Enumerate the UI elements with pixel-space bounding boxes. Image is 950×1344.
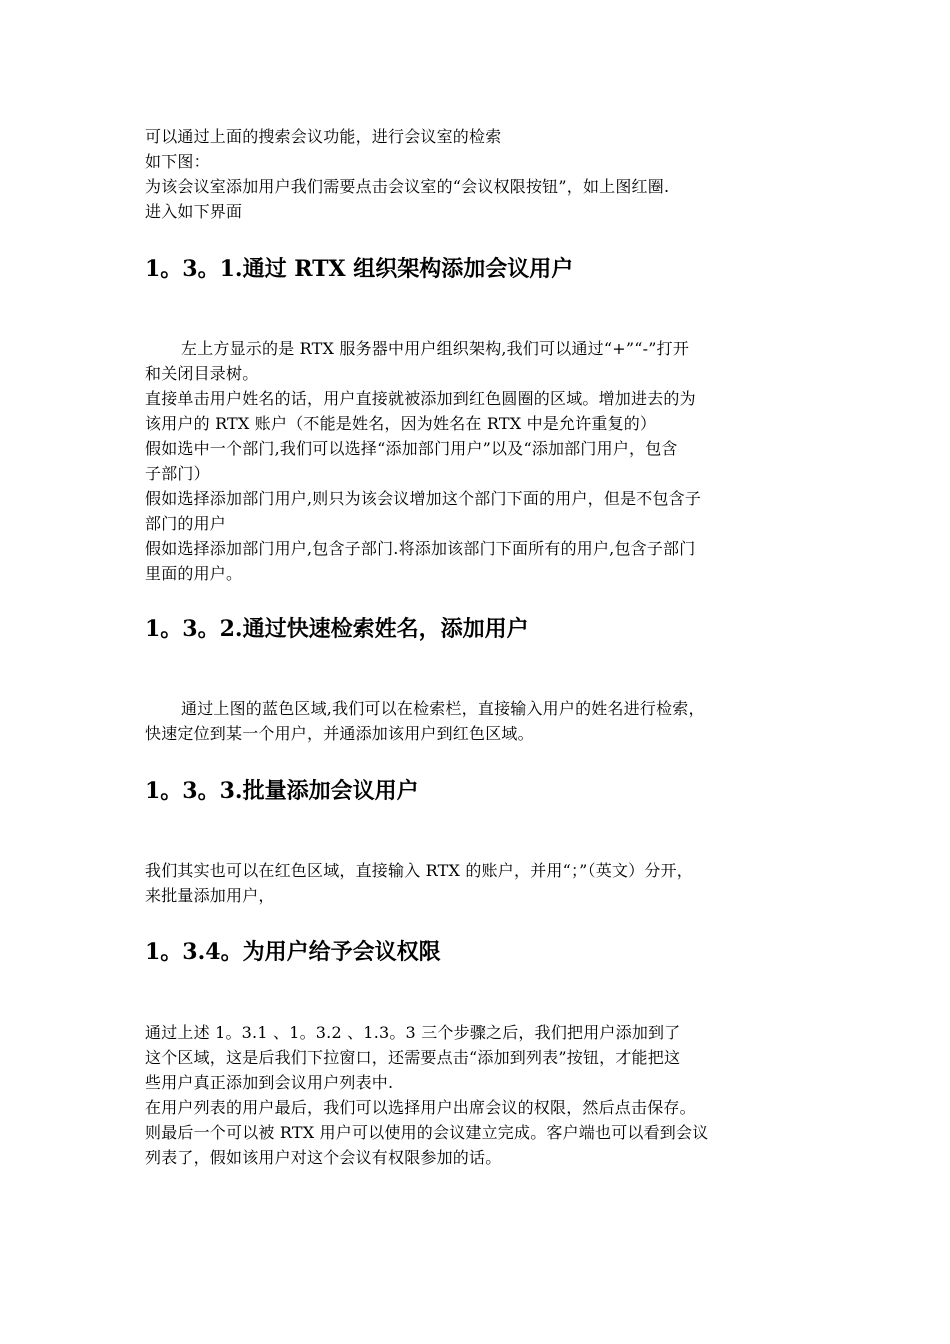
paragraph-line: 列表了，假如该用户对这个会议有权限参加的话。 xyxy=(145,1148,502,1167)
paragraph-line: 里面的用户。 xyxy=(145,564,243,583)
section-heading: 1。3。2.通过快速检索姓名，添加用户 xyxy=(145,616,529,642)
intro-line: 进入如下界面 xyxy=(145,202,243,221)
intro-line: 可以通过上面的搜索会议功能，进行会议室的检索 xyxy=(145,127,502,146)
paragraph-line: 假如选择添加部门用户,则只为该会议增加这个部门下面的用户，但是不包含子 xyxy=(145,489,702,508)
section-heading: 1。3。3.批量添加会议用户 xyxy=(145,778,419,804)
paragraph-line: 来批量添加用户， xyxy=(145,886,275,905)
paragraph-line: 假如选择添加部门用户,包含子部门.将添加该部门下面所有的用户,包含子部门 xyxy=(145,539,696,558)
paragraph-line: 则最后一个可以被 RTX 用户可以使用的会议建立完成。客户端也可以看到会议 xyxy=(145,1123,709,1142)
paragraph-line: 子部门） xyxy=(145,464,210,483)
paragraph-line: 我们其实也可以在红色区域，直接输入 RTX 的账户，并用“；”（英文）分开， xyxy=(145,861,693,880)
paragraph-line: 这个区域，这是后我们下拉窗口，还需要点击“添加到列表”按钮，才能把这 xyxy=(145,1048,681,1067)
section-heading: 1。3.4。为用户给予会议权限 xyxy=(145,939,441,965)
paragraph-line: 该用户的 RTX 账户（不能是姓名，因为姓名在 RTX 中是允许重复的） xyxy=(145,414,657,433)
section-heading: 1。3。1.通过 RTX 组织架构添加会议用户 xyxy=(145,256,574,282)
paragraph-line: 和关闭目录树。 xyxy=(145,364,259,383)
intro-line: 为该会议室添加用户我们需要点击会议室的“会议权限按钮”，如上图红圈. xyxy=(145,177,670,196)
paragraph-line: 些用户真正添加到会议用户列表中. xyxy=(145,1073,394,1092)
paragraph-line: 通过上述 1。3.1 、1。3.2 、1.3。3 三个步骤之后，我们把用户添加到了 xyxy=(145,1023,681,1042)
paragraph-line: 左上方显示的是 RTX 服务器中用户组织架构,我们可以通过“+”“-”打开 xyxy=(181,339,690,358)
paragraph-line: 快速定位到某一个用户，并通添加该用户到红色区域。 xyxy=(145,724,534,743)
paragraph-line: 直接单击用户姓名的话，用户直接就被添加到红色圆圈的区域。增加进去的为 xyxy=(145,389,696,408)
paragraph-line: 部门的用户 xyxy=(145,514,227,533)
intro-line: 如下图： xyxy=(145,152,210,171)
paragraph-line: 通过上图的蓝色区域,我们可以在检索栏，直接输入用户的姓名进行检索， xyxy=(181,699,705,718)
paragraph-line: 假如选中一个部门,我们可以选择“添加部门用户”以及“添加部门用户，包含 xyxy=(145,439,678,458)
paragraph-line: 在用户列表的用户最后，我们可以选择用户出席会议的权限，然后点击保存。 xyxy=(145,1098,696,1117)
